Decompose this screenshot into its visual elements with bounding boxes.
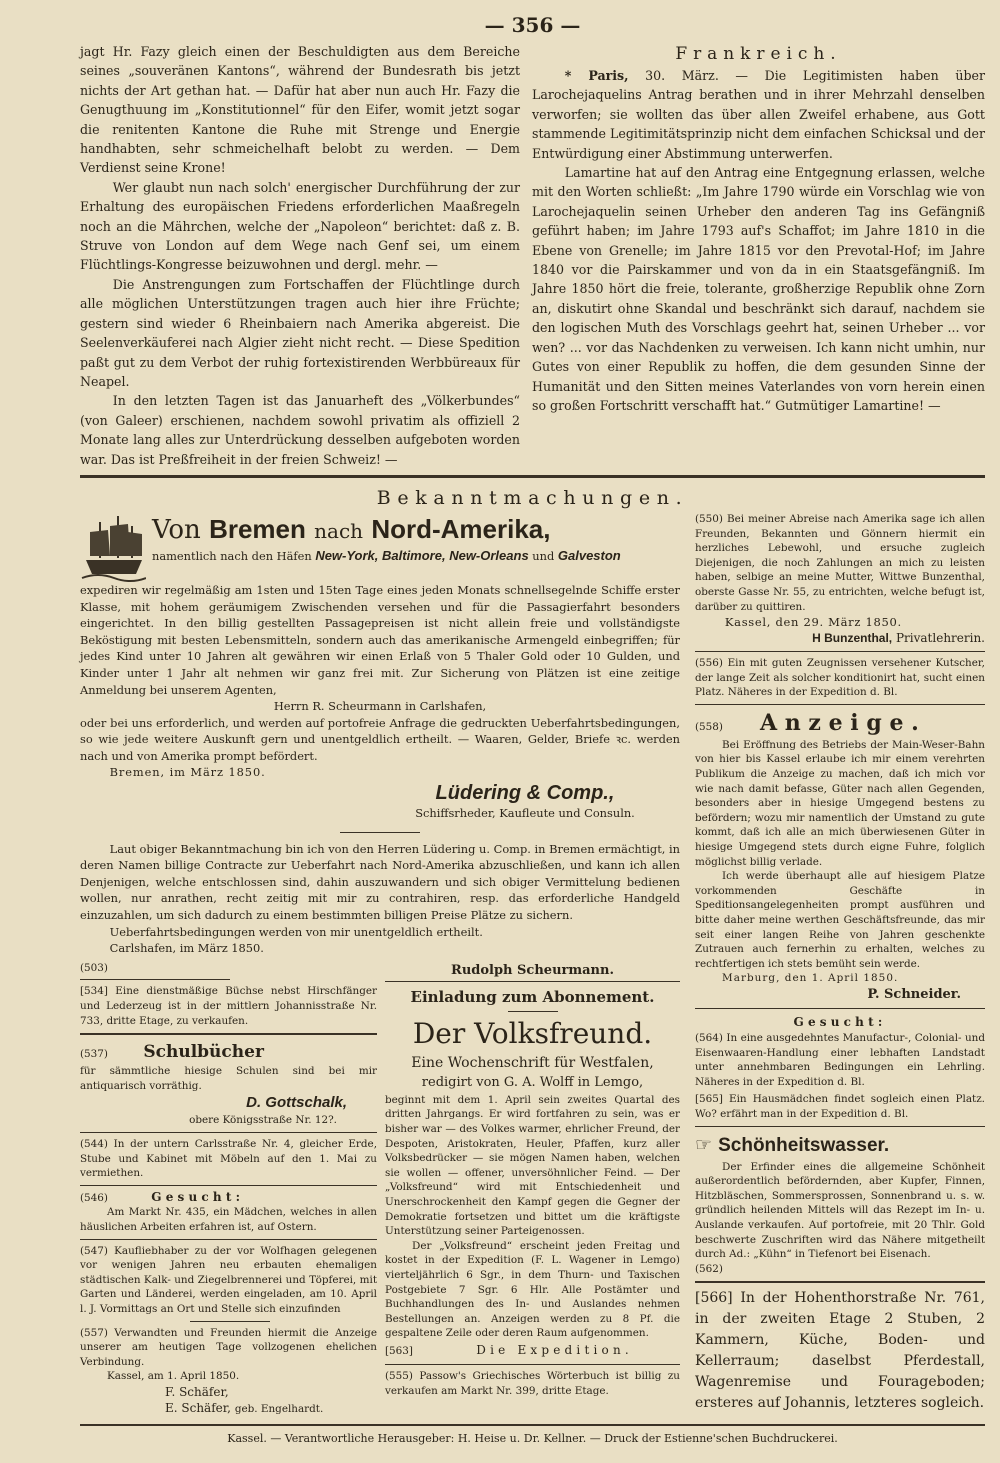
ad-title: Schulbücher — [143, 1042, 264, 1063]
paragraph: Ich werde überhaupt alle auf hiesigem Platze vorkommenden Geschäfte in Speditionsangelegenheiten prompt ausführen und bitte daher meine werthen Geschäftsfreunde, das mir seit einer langen Reihe von Jahren geschenkte Zutrauen auch fernerhin zu erhalten, welches zu rechtfertigen ich stets bemüht sein werde. — [695, 870, 985, 970]
ad-564: (564) In eine ausgedehntes Manufactur-, Colonial- und Eisenwaaren-Handlung einer lebhaften Landstadt unter annehmbaren Bedingungen ein Lehrling. Näheres in der Expedition d. Bl. — [695, 1031, 985, 1088]
paragraph: Wer glaubt nun nach solch' energischer Durchführung der zur Erhaltung des europäischen Friedens erforderlichen Maaßregeln noch an die Mährchen, welche der „Napoleon“ berichtet: daß z. B. Struve von London auf dem Wege nach Genf sei, um einem Flüchtlings-Kongresse beizuwohnen und dergl. mehr. — — [80, 179, 520, 273]
footer-imprint: Kassel. — Verantwortliche Herausgeber: H. Heise u. Dr. Kellner. — Druck der Estienne'schen Buchdruckerei. — [227, 1432, 838, 1446]
ad-556: (556) Ein mit guten Zeugnissen versehener Kutscher, der lange Zeit als solcher konditionirt hat, sucht einen Platz. Näheres in der Expedition d. Bl. — [695, 657, 985, 699]
ad-body: oder bei uns erforderlich, und werden auf portofreie Anfrage die gedruckten Ueberfahrtsbedingungen, so wie jede weitere Auskunft gern und unentgeldlich ertheilt. — Waaren, Gelder, Briefe ꝛc. werden nach und von Amerika prompt befördert. — [80, 715, 680, 763]
agent-line: Herrn R. Scheurmann in Carlshafen, — [273, 699, 487, 714]
paragraph: jagt Hr. Fazy gleich einen der Beschuldigten aus dem Bereiche seines „souveränen Kantons“, während der Bundesrath bis jetzt nichts der Art gethan hat. — Dafür hat aber nun auch Hr. Fazy die Genugthuung im „Konstitutionnel“ für den Eifer, womit jetzt sogar die renitenten Kantone die Ruhe mit Strenge und Energie handhabten, sehr schmeichelhaft belobt zu werden. — Dem Verdienst seine Krone! — [80, 44, 520, 176]
subtitle: Eine Wochenschrift für Westfalen, — [411, 1054, 654, 1071]
top-articles — [80, 42, 985, 469]
subscription-heading: Einladung zum Abonnement. — [410, 987, 655, 1006]
paragraph: Bei Eröffnung des Betriebs der Main-Weser-Bahn von hier bis Kassel erlaube ich mir einem verehrten Publikum die Anzeige zu machen, daß ich mich vor wie nach damit befasse, Güter nach allen Gegenden, besonders aber in hiesige Umgegend bestens zu befördern; wozu mir namentlich der Umstand zu gute kommt, daß ich alle an mich überwiesenen Güter in hiesige Umgegend stets durch eigne Fuhre, folglich möglichst billig verlade. — [695, 738, 985, 868]
paragraph: beginnt mit dem 1. April sein zweites Quartal des dritten Jahrgangs. Er wird fortfahren zu sein, was er bisher war — des Volkes warmer, ehrlicher Freund, der Despoten, Aristokraten, Heuler, Pfaffen, kurz aller Volksbedrücker — sie mögen Namen haben, welchen sie wollen — offener, unversöhnlicher Feind. — Der „Volksfreund“ wird mit Entschiedenheit und Unerschrockenheit den Kampf gegen die Gegner der Demokratie fortsetzen und bittet um die kräftigste Unterstützung seiner Parteigenossen. — [385, 1093, 680, 1238]
place-date: Carlshafen, im März 1850. — [109, 941, 264, 956]
ad-557: (557) Verwandten und Freunden hiermit die Anzeige unserer am heutigen Tage vollzogenen ehelichen Verbindung. — [80, 1326, 377, 1368]
ad-547: (547) Kaufliebhaber zu der vor Wolfhagen gelegenen vor wenigen Jahren neu erbauten ehemaligen städtischen Kalk- und Ziegelbrennerei und Töpferei, mit Garten und Länderei, werden eingeladen, am 10. April l. J. Vormittags an Ort und Stelle sich einzufinden — [80, 1244, 377, 1315]
ad-title: Gesucht: — [151, 1189, 245, 1204]
ad-555: (555) Passow's Griechisches Wörterbuch ist billig zu verkaufen am Markt Nr. 399, dritte Etage. — [385, 1369, 680, 1397]
ad-537: für sämmtliche hiesige Schulen sind bei mir antiquarisch vorräthig. — [80, 1065, 377, 1092]
firm-desc: Schiffsrheder, Kaufleute und Consuln. — [415, 806, 635, 821]
column-ads-2: Rudolph Scheurmann. Einladung zum Abonnement. Der Volksfreund. Eine Wochenschrift für Westfalen, redigirt von G. A. Wolff in Lemgo, beginnt mit dem 1. April sein zweites Quartal des dritten Jahrgangs. Er wird fortfahren zu sein, was er bisher war — des Volkes warmer, ehrlicher Freund, der Despoten, Aristokraten, Heuler, Pfaffen, kurz aller Volksbedrücker — sie mögen Namen haben, welchen sie wollen — offener, unversöhnlicher Feind. — Der „Volksfreund“ wird mit Entschiedenheit und Unerschrockenheit den Kampf gegen die Gegner der Demokratie fortsetzen und bittet um die kräftigste Unterstützung seiner Parteigenossen. Der „Volksfreund“ erscheint jeden Freitag und kostet in der Expedition (F. L. Wagener in Lemgo) vierteljährlich 6 Sgr., in dem Thurn- und Taxischen Postgebiete 7 Sgr. 6 Hlr. Alle Postämter und Buchhandlungen des In- und Auslandes nehmen Bestellungen an. Anzeigen werden zu 8 Pf. die gespaltene Zeile oder deren Raum aufgenommen. [563] Die Expedition. (555) Passow's Griechisches Wörterbuch ist billig zu verkaufen am Markt Nr. 399, dritte Etage. — [385, 962, 680, 1397]
ad-534: [534] Eine dienstmäßige Büchse nebst Hirschfänger und Lederzeug ist in der mittlern Johannisstraße Nr. 733, dritte Etage, zu verkaufen. — [80, 985, 377, 1027]
article-heading: Frankreich. — [675, 44, 842, 64]
newspaper-title: Der Volksfreund. — [412, 1016, 653, 1050]
ad-ref: (503) — [80, 961, 108, 974]
ad-body: expediren wir regelmäßig am 1sten und 15ten Tage eines jeden Monats schnellsegelnde Schiffe erster Klasse, mit hohem geräumigem Zwischenden versehen und für die Passagierfahrt besonders eingerichtet. In den billig gestellten Passagepreisen ist nicht allein freie und vollständigste Beköstigung mit besten Lebensmitteln, sondern auch das amerikanische Armengeld einbegriffen; für jedes Kind unter 10 Jahren alt gewähren wir einen Erlaß von 5 Thaler Gold oder 10 Gulden, und Kinder unter 1 Jahr alt nehmen wir ganz frei mit. Zur Sicherung von Plätzen ist eine zeitige Anmeldung bei unserem Agenten, — [80, 582, 680, 697]
dateline: * Paris, — [564, 68, 629, 83]
bremen-ad: Von Bremen nach Nord-Amerika, namentlich nach den Häfen New-York, Baltimore, New-Orleans und Galveston expediren wir regelmäßig am 1sten und 15ten Tage eines jeden Monats schnellsegelnde Schiffe erster Klasse, mit hohem geräumigem Zwischenden versehen und für die Passagierfahrt besonders eingerichtet. In den billig gestellten Passagepreisen ist nicht allein freie und vollständigste Beköstigung mit besten Lebensmitteln, sondern auch das amerikanische Armengeld einbegriffen; für jedes Kind unter 10 Jahren alt gewähren wir einen Erlaß von 5 Thaler Gold oder 10 Gulden, und Kinder unter 1 Jahr alt nehmen wir ganz frei mit. Zur Sicherung von Plätzen ist eine zeitige Anmeldung bei unserem Agenten, Herrn R. Scheurmann in Carlshafen, oder bei uns erforderlich, und werden auf portofreie Anfrage die gedruckten Ueberfahrtsbedingungen, so wie jede weitere Auskunft gern und unentgeldlich ertheilt. — Waaren, Gelder, Briefe ꝛc. werden nach und von Amerika prompt befördert. Bremen, im März 1850. Lüdering & Comp., Schiffsrheder, Kaufleute und Consuln. Laut obiger Bekanntmachung bin ich von den Herren Lüdering u. Comp. in Bremen ermächtigt, in deren Namen billige Contracte zur Ueberfahrt nach Nord-Amerika abzuschließen, und kann ich allen Denjenigen, welche entschlossen sind, dahin auszuwandern und sich obiger Vermittelung bedienen wollen, nur anrathen, recht zeitig mit mir zu contrahiren, resp. das erforderliche Handgeld einzuzahlen, um sich dadurch zu einem bestimmten billigen Preise Plätze zu sichern. Ueberfahrtsbedingungen werden von mir unentgeldlich ertheilt. Carlshafen, im März 1850. — [80, 513, 680, 956]
paragraph: Der „Volksfreund“ erscheint jeden Freitag und kostet in der Expedition (F. L. Wagener in Lemgo) vierteljährlich 6 Sgr., in dem Thurn- und Taxischen Postgebiete 7 Sgr. 6 Hlr. Alle Postämter und Buchhandlungen des In- und Auslandes nehmen Bestellungen an. Anzeigen werden zu 8 Pf. die gespaltene Zeile oder deren Raum aufgenommen. — [385, 1239, 680, 1340]
signature: P. Schneider. — [867, 986, 961, 1002]
place-date: Kassel, am 1. April 1850. — [107, 1370, 240, 1383]
paragraph: Die Anstrengungen zum Fortschaffen der Flüchtlinge durch alle möglichen Unterstützungen tragen auch hier ihre Früchte; gestern sind wieder 6 Rheinbaiern nach Amerika abgereist. Die Seelenverkäuferei nach Algier zieht nicht recht. — Diese Spedition paßt gut zu dem Verbot der ruhig fortexistirenden Werbbüreaux für Neapel. — [80, 276, 520, 389]
ports: New-York, Baltimore, New-Orleans — [315, 547, 529, 563]
right-column-ads: (550) Bei meiner Abreise nach Amerika sage ich allen Freunden, Bekannten und Gönnern hiermit ein herzliches Lebewohl, und ersuche zugleich Diejenigen, die noch Zahlungen an mich zu leisten haben, selbige an meine Mutter, Wittwe Bunzenthal, oberste Gasse Nr. 55, zu entrichten, welche befugt ist, darüber zu quittiren. Kassel, den 29. März 1850. H Bunzenthal, Privatlehrerin. (556) Ein mit guten Zeugnissen versehener Kutscher, der lange Zeit als solcher konditionirt hat, sucht einen Platz. Näheres in der Expedition d. Bl. (558) Anzeige. Bei Eröffnung des Betriebs der Main-Weser-Bahn von hier bis Kassel erlaube ich mir einem verehrten Publikum die Anzeige zu machen, daß ich mich vor wie nach damit befasse, Güter nach allen Gegenden, besonders aber in hiesige Umgegend bestens zu befördern; wozu mir namentlich der Umstand zu gute kommt, daß ich alle an mich überwiesenen Güter in hiesige Umgegend stets durch eigne Fuhre, folglich möglichst billig verlade. Ich werde überhaupt alle auf hiesigem Platze vorkommenden Geschäfte in Speditionsangelegenheiten prompt ausführen und bitte daher meine werthen Geschäftsfreunde, das mir seit einer langen Reihe von Jahren geschenkte Zutrauen auch fernerhin zu erhalten, welches zu rechtfertigen ich stets bemüht sein werde. Marburg, den 1. April 1850. P. Schneider. Gesucht: (564) In eine ausgedehntes Manufactur-, Colonial- und Eisenwaaren-Handlung einer lebhaften Landstadt unter annehmbaren Bedingungen ein Lehrling. Näheres in der Expedition d. Bl. [565] Ein Hausmädchen findet sogleich einen Platz. Wo? erfährt man in der Expedition d. Bl. ☞ Schönheitswasser. Der Erfinder eines die allgemeine Schönheit außerordentlich befördernden, aber Kupfer, Finnen, Hitzbläschen, Sommersprossen, Sonnenbrand u. s. w. gründlich heilenden Mittels will das Rezept im In- u. Auslande verkaufen. Auf portofreie, mit 20 Thlr. Gold beschwerte Zuschriften wird das Nähere mitgetheilt durch Ad.: „Kühn“ in Tiefenort bei Eisenach. (562) [566] In der Hohenthorstraße Nr. 761, in der zweiten Etage 2 Stuben, 2 Kammern, Küche, Boden- und Kellerraum; daselbst Pferdestall, Wagenremise und Fourageboden; ersteres auf Johannis, letzteres sogleich. — [695, 512, 985, 1414]
signature: E. Schäfer, — [165, 1400, 231, 1415]
lower-ad-columns — [80, 961, 680, 1417]
ad-544: (544) In der untern Carlsstraße Nr. 4, gleicher Erde, Stube und Kabinet mit Möbeln auf den 1. Mai zu vermiethen. — [80, 1137, 377, 1180]
firm-name: Lüdering & Comp., — [435, 782, 615, 805]
agent-text: Laut obiger Bekanntmachung bin ich von den Herren Lüdering u. Comp. in Bremen ermächtigt, in deren Namen billige Contracte zur Ueberfahrt nach Nord-Amerika abzuschließen, und kann ich allen Denjenigen, welche entschlossen sind, dahin auszuwandern und sich obiger Vermittelung bedienen wollen, nur anrathen, recht zeitig mit mir zu contrahiren, resp. das erforderliche Handgeld einzuzahlen, um sich dadurch zu einem bestimmten billigen Preise Plätze zu sichern. — [80, 841, 680, 923]
place-date: Bremen, im März 1850. — [109, 765, 266, 780]
place-date: Kassel, den 29. März 1850. — [724, 615, 902, 630]
page-number: — 356 — — [484, 13, 581, 37]
signature: Die Expedition. — [476, 1342, 633, 1357]
ad-550: (550) Bei meiner Abreise nach Amerika sage ich allen Freunden, Bekannten und Gönnern hiermit ein herzliches Lebewohl, und ersuche zugleich Diejenigen, die noch Zahlungen an mich zu leisten haben, selbige an meine Mutter, Wittwe Bunzenthal, oberste Gasse Nr. 55, zu entrichten, welche befugt ist, darüber zu quittiren. — [695, 512, 985, 613]
newspaper-page — [80, 0, 985, 1463]
ad-566: [566] In der Hohenthorstraße Nr. 761, in der zweiten Etage 2 Stuben, 2 Kammern, Küche, Boden- und Kellerraum; daselbst Pferdestall, Wagenremise und Fourageboden; ersteres auf Johannis, letzteres sogleich. — [695, 1290, 985, 1412]
ad-565: [565] Ein Hausmädchen findet sogleich einen Platz. Wo? erfährt man in der Expedition d. Bl. — [695, 1093, 985, 1120]
pointing-hand-icon: ☞ — [695, 1133, 713, 1156]
ad-title: Anzeige. — [759, 709, 927, 736]
paragraph: In den letzten Tagen ist das Januarheft des „Völkerbundes“ (von Galeer) erschienen, nachdem sowohl privatim als offiziell 2 Monate lang alles zur Unterdrückung desselben aufgeboten worden war. Das ist Preßfreiheit in der freien Schweiz! — — [80, 393, 520, 467]
ship-icon — [80, 512, 146, 582]
advertisements — [80, 512, 985, 1417]
ad-title: Von Bremen nach Nord-Amerika, — [152, 513, 551, 545]
signature: F. Schäfer, — [165, 1384, 229, 1399]
section-heading: Bekanntmachungen. — [376, 486, 689, 509]
divider — [80, 475, 985, 478]
divider — [80, 1424, 985, 1426]
paragraph: Lamartine hat auf den Antrag eine Entgegnung erlassen, welche mit den Worten schließt: „Im Jahre 1790 würde ein Vorschlag wie von Larochejaquelin seinen Urheber den anderen Tag ins Gefängniß geführt haben; im Jahre 1793 auf's Schaffot; im Jahre 1810 in die Ebene von Grenelle; im Jahre 1815 vor den Prevotal-Hof; im Jahre 1840 vor die Pairskammer und von da in ein Staatsgefängniß. Im Jahre 1850 hört die freie, tolerante, großherzige Republik ohne Zorn an, diskutirt ohne Skandal und beschränkt sich darauf, nachdem sie den logischen Muth des Vorschlags geehrt hat, seinen Urheber ... vor wen? ... vor das Nachdenken zu verweisen. Ich kann nicht umhin, nur Gutes von einer Republik zu hoffen, die dem gesunden Sinne der Humanität und den Sitten meines Vaterlandes von vorn herein einen so großen Fortschritt verschafft hat.“ Gutmütiger Lamartine! — — [532, 165, 985, 413]
right-article — [532, 42, 985, 415]
agent-text: Ueberfahrtsbedingungen werden von mir unentgeldlich ertheilt. — [109, 924, 483, 939]
ad-ref: (562) — [695, 1262, 723, 1275]
paragraph: Der Erfinder eines die allgemeine Schönheit außerordentlich befördernden, aber Kupfer, Finnen, Hitzbläschen, Sommersprossen, Sonnenbrand u. s. w. gründlich heilenden Mittels will das Rezept im In- u. Auslande verkaufen. Auf portofreie, mit 20 Thlr. Gold beschwerte Zuschriften wird das Nähere mitgetheilt durch Ad.: „Kühn“ in Tiefenort bei Eisenach. — [695, 1160, 985, 1261]
agent-signature: Rudolph Scheurmann. — [451, 962, 614, 978]
place-date: Marburg, den 1. April 1850. — [722, 972, 899, 985]
editor: redigirt von G. A. Wolff in Lemgo, — [421, 1074, 644, 1090]
ad-title: Gesucht: — [793, 1014, 887, 1029]
ad-addr: obere Königsstraße Nr. 12?. — [189, 1114, 337, 1127]
ad-title: Schönheitswasser. — [718, 1134, 890, 1156]
paragraph: 30. März. — Die Legitimisten haben über Larochejaquelins Antrag berathen und in ihrer Mehrzahl denselben verworfen; sie wollten das über allen Zweifel erhabene, aus Gott stammende Legitimitätsprinzip nicht dem einfachen Schicksal und der Entwürdigung einer Abstimmung unterwerfen. — [532, 68, 985, 161]
ad-546: Am Markt Nr. 435, ein Mädchen, welches in allen häuslichen Arbeiten erfahren ist, auf Ostern. — [80, 1206, 377, 1233]
signature: H Bunzenthal, — [812, 631, 893, 646]
ad-name: D. Gottschalk, — [246, 1094, 347, 1112]
left-ads-area — [80, 512, 680, 1417]
left-article — [80, 42, 520, 469]
column-ads-1: (503) [534] Eine dienstmäßige Büchse nebst Hirschfänger und Lederzeug ist in der mittlern Johannisstraße Nr. 733, dritte Etage, zu verkaufen. (537) Schulbücher für sämmtliche hiesige Schulen sind bei mir antiquarisch vorräthig. D. Gottschalk, obere Königsstraße Nr. 12?. (544) In der untern Carlsstraße Nr. 4, gleicher Erde, Stube und Kabinet mit Möbeln auf den 1. Mai zu vermiethen. (546) Gesucht: Am Markt Nr. 435, ein Mädchen, welches in allen häuslichen Arbeiten erfahren ist, auf Ostern. (547) Kaufliebhaber zu der vor Wolfhagen gelegenen vor wenigen Jahren neu erbauten ehemaligen städtischen Kalk- und Ziegelbrennerei und Töpferei, mit Garten und Länderei, werden eingeladen, am 10. April l. J. Vormittags an Ort und Stelle sich einzufinden (557) Verwandten und Freunden hiermit die Anzeige unserer am heutigen Tage vollzogenen ehelichen Verbindung. Kassel, am 1. April 1850. F. Schäfer, E. Schäfer, geb. Engelhardt. — [80, 961, 377, 1415]
